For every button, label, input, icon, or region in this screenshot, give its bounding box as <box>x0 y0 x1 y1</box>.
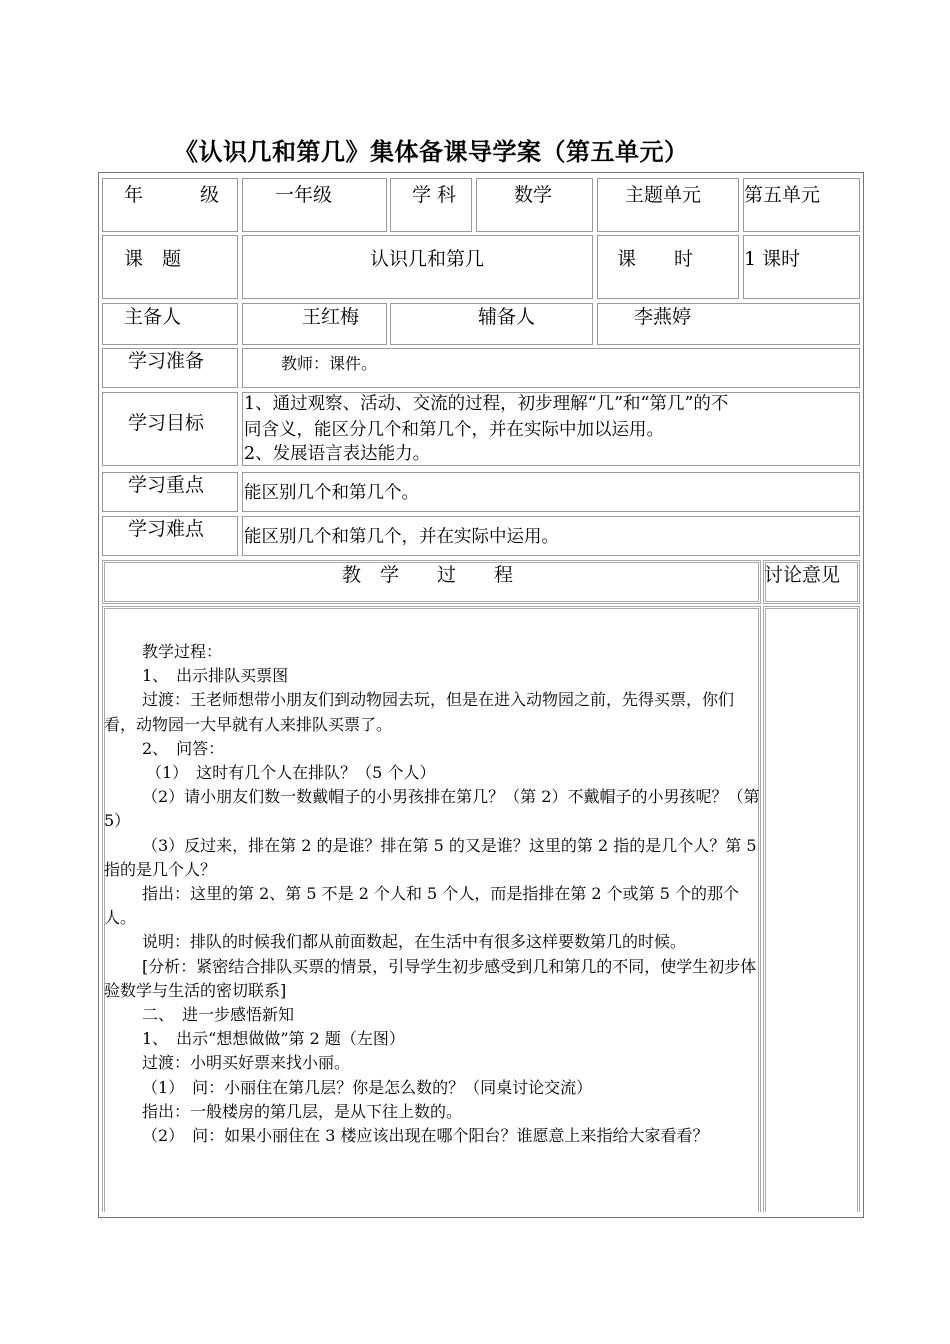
period-value: 1 课时 <box>744 248 801 270</box>
difficulty-label: 学习难点 <box>128 518 205 540</box>
goals-line-1: 1、通过观察、活动、交流的过程，初步理解“几”和“第几”的不 <box>244 394 729 414</box>
process-line: （2） 问：如果小丽住在 3 楼应该出现在哪个阳台？谁愿意上来指给大家看看？ <box>142 1126 709 1146</box>
process-line: 过渡：王老师想带小朋友们到动物园去玩，但是在进入动物园之前，先得买票，你们看，动物园一大早就有人来排队买票了。 <box>104 690 735 734</box>
process-line: 1、 出示“想想做做”第 2 题（左图） <box>142 1029 405 1049</box>
process-line: 二、 进一步感悟新知 <box>142 1005 295 1025</box>
assist-value: 李燕婷 <box>634 306 692 328</box>
grade-label: 年 级 <box>124 184 220 206</box>
period-label: 课 时 <box>617 248 694 270</box>
process-content <box>104 640 764 1148</box>
goals-label: 学习目标 <box>128 412 205 434</box>
process-line: （1） 问：小丽住在第几层？你是怎么数的？（同桌讨论交流） <box>142 1077 593 1097</box>
lead-label: 主备人 <box>124 306 182 328</box>
process-line: 教学过程： <box>142 642 223 661</box>
unit-label: 主题单元 <box>625 184 702 206</box>
key-label: 学习重点 <box>128 474 205 496</box>
lead-value: 王红梅 <box>302 306 360 328</box>
process-header: 教 学 过 程 <box>342 564 514 586</box>
key-value: 能区别几个和第几个。 <box>244 483 419 503</box>
goals-line-2: 同含义，能区分几个和第几个，并在实际中加以运用。 <box>244 420 664 440</box>
unit-value: 第五单元 <box>744 184 821 206</box>
process-line: 过渡：小明买好票来找小丽。 <box>142 1053 351 1073</box>
process-line: 说明：排队的时候我们都从前面数起，在生活中有很多这样要数第几的时候。 <box>142 932 687 952</box>
process-line: （1） 这时有几个人在排队？（5 个人） <box>146 763 436 783</box>
process-line: 2、 问答： <box>142 738 225 758</box>
assist-label: 辅备人 <box>478 306 536 328</box>
difficulty-value: 能区别几个和第几个，并在实际中运用。 <box>244 527 559 547</box>
page-title: 《认识几和第几》集体备课导学案（第五单元） <box>174 138 689 166</box>
topic-label: 课 题 <box>124 248 182 270</box>
prep-label: 学习准备 <box>128 350 205 372</box>
process-line: [分析：紧密结合排队买票的情景，引导学生初步感受到几和第几的不同，使学生初步体验数学与生活的密切联系] <box>104 956 757 1000</box>
process-line: 1、 出示排队买票图 <box>142 666 289 686</box>
prep-value: 教师：课件。 <box>281 354 378 373</box>
process-line: 指出：这里的第 2、第 5 不是 2 个人和 5 个人，而是指排在第 2 个或第 5 个的那个人。 <box>104 884 740 928</box>
topic-value: 认识几和第几 <box>370 248 485 270</box>
subject-label: 学 科 <box>412 184 457 206</box>
grade-value: 一年级 <box>275 184 333 206</box>
process-line: （3）反过来，排在第 2 的是谁？排在第 5 的又是谁？这里的第 2 指的是几个人？第 5 指的是几个人？ <box>104 835 757 879</box>
discussion-body-cell <box>763 606 860 1212</box>
process-line: （2）请小朋友们数一数戴帽子的小男孩排在第几？（第 2）不戴帽子的小男孩呢？（第 5） <box>104 787 760 831</box>
discussion-header: 讨论意见 <box>764 564 841 586</box>
subject-value: 数学 <box>514 184 553 206</box>
goals-line-3: 2、发展语言表达能力。 <box>244 444 431 464</box>
process-line: 指出：一般楼房的第几层，是从下往上数的。 <box>142 1101 463 1121</box>
